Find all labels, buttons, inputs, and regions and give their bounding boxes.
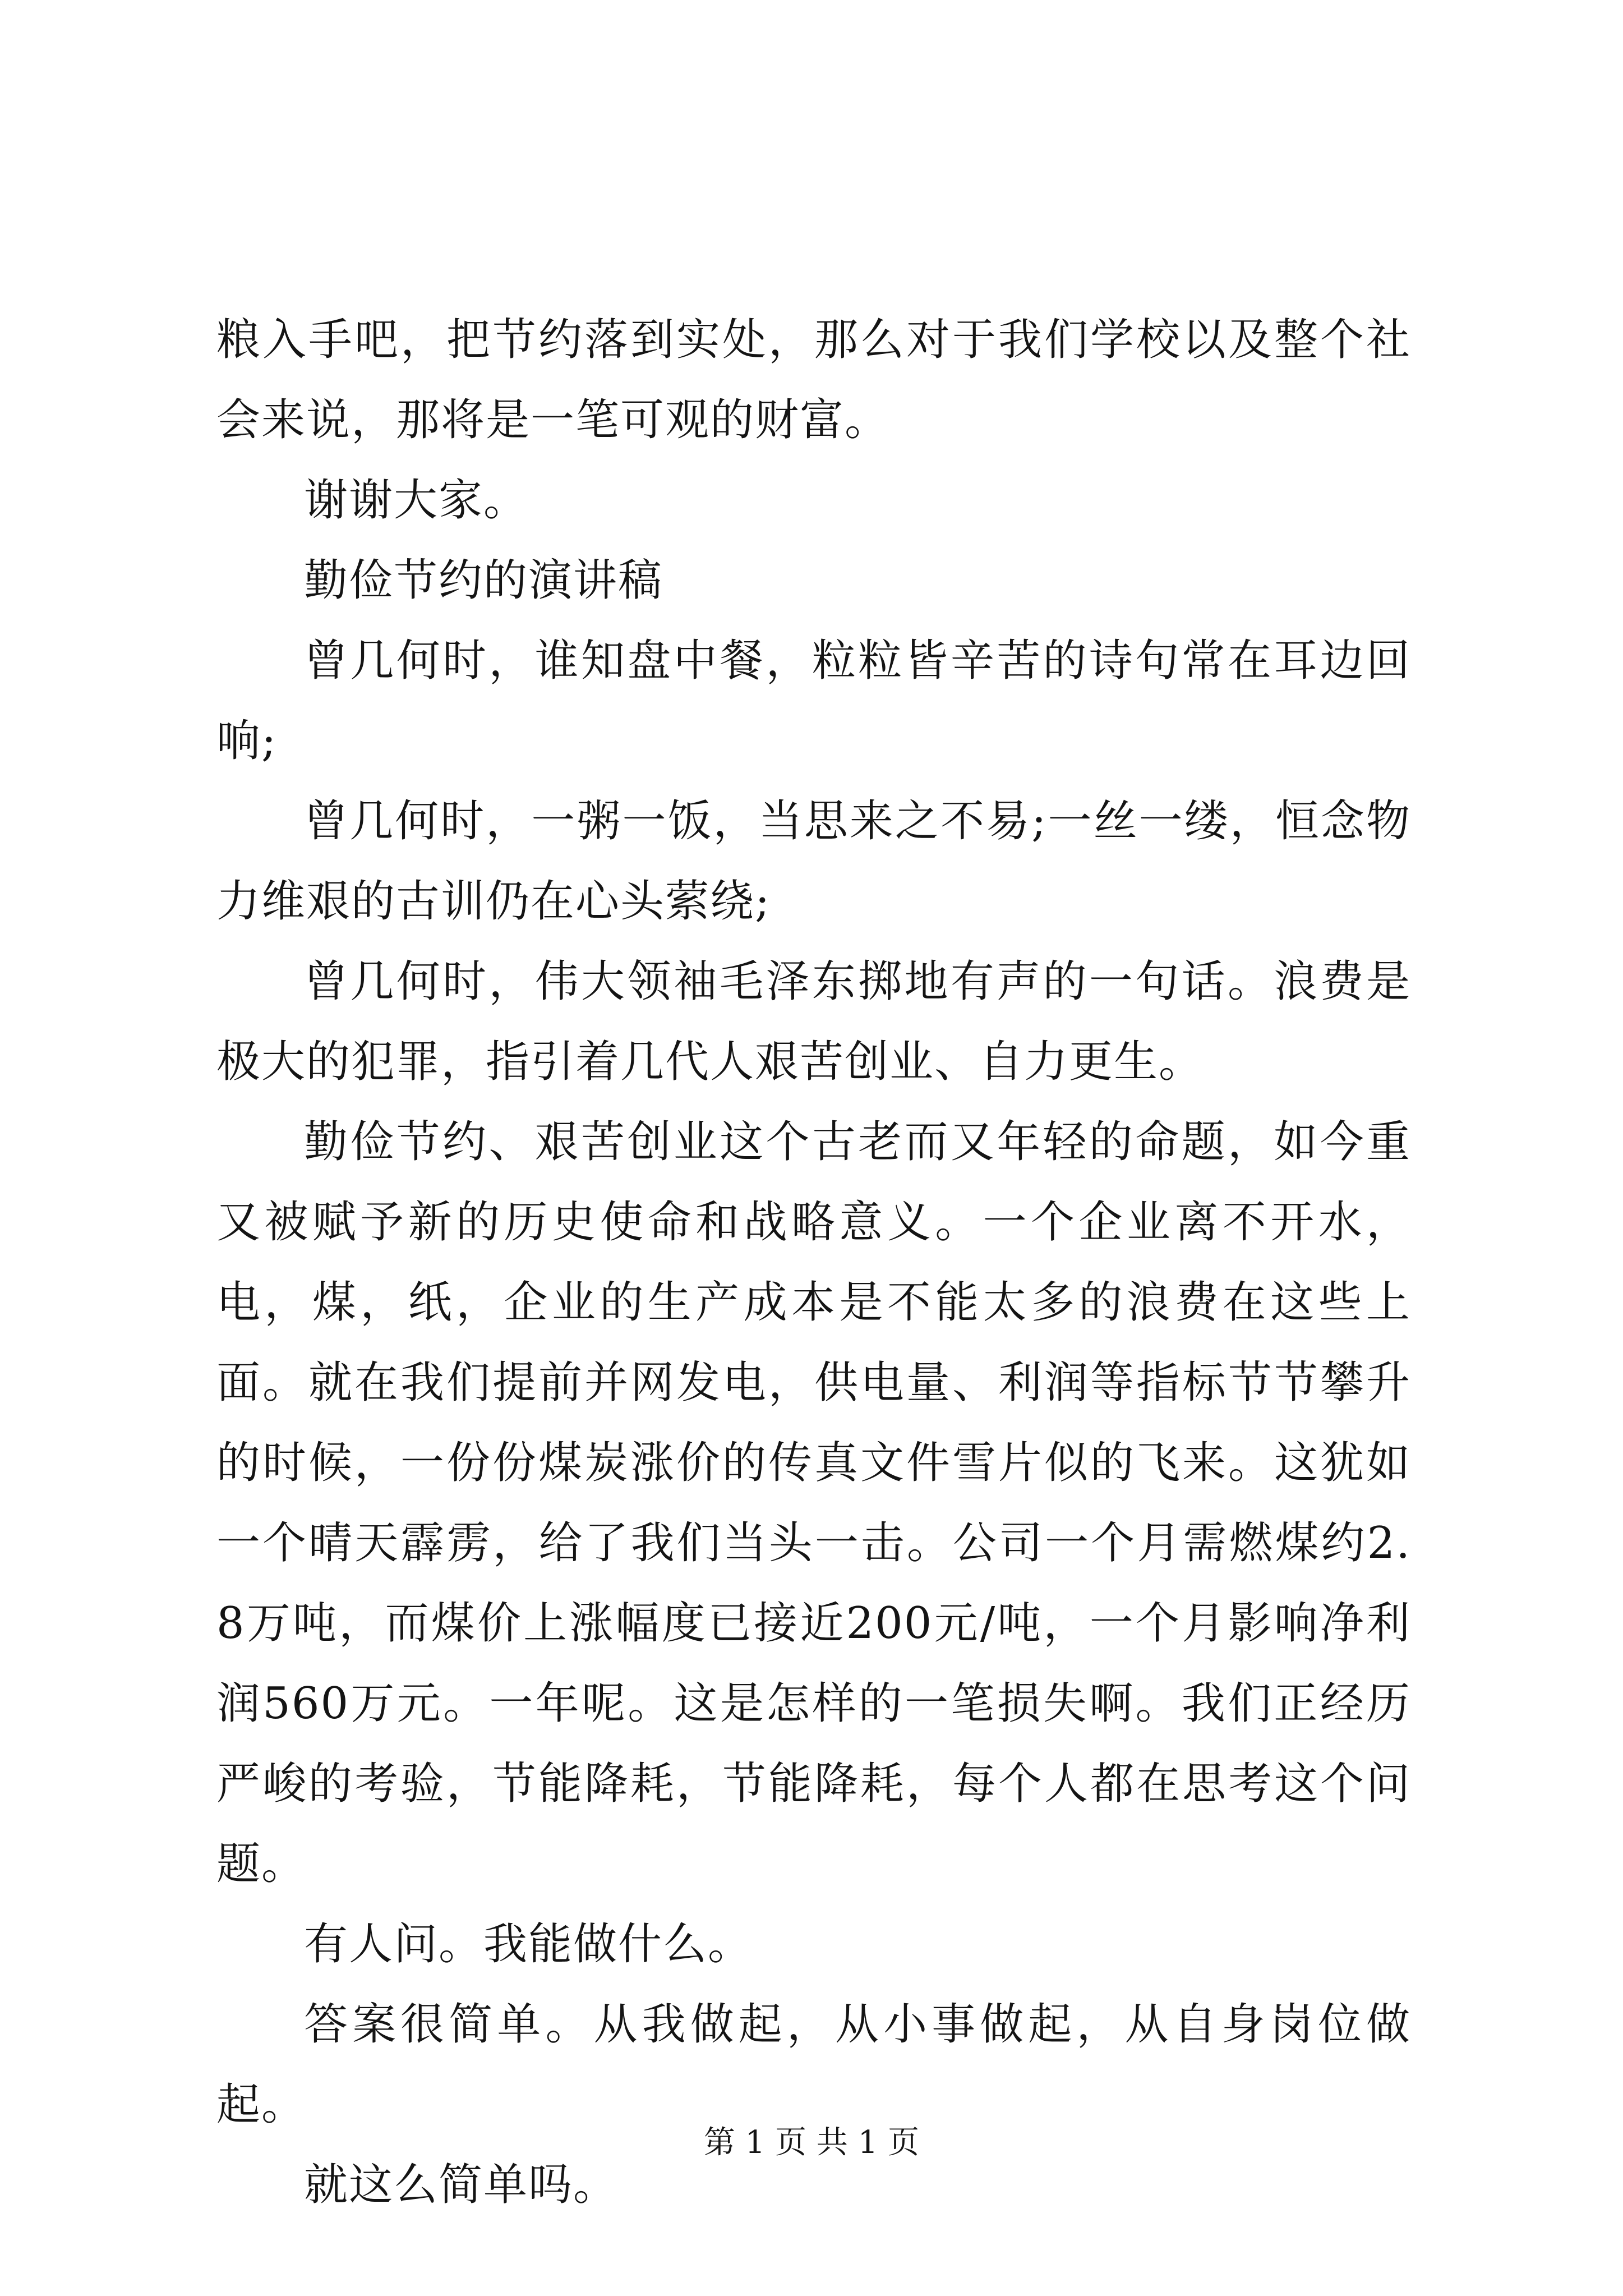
paragraph: 答案很简单。从我做起，从小事做起，从自身岗位做起。 [216,1999,1411,2130]
paragraph: 曾几何时，伟大领袖毛泽东掷地有声的一句话。浪费是极大的犯罪，指引着几代人艰苦创业、自力更生。 [216,956,1411,1087]
paragraph: 就这么简单吗。 [304,2160,619,2210]
paragraph-thanks: 谢谢大家。 [304,475,529,526]
paragraph: 有人问。我能做什么。 [304,1919,753,1970]
section-title: 勤俭节约的演讲稿 [304,555,663,606]
paragraph-continued: 粮入手吧，把节约落到实处，那么对于我们学校以及整个社会来说，那将是一笔可观的财富。 [216,315,1411,445]
paragraph: 勤俭节约、艰苦创业这个古老而又年轻的命题，如今重又被赋予新的历史使命和战略意义。一个企业离不开水，电，煤，纸，企业的生产成本是不能太多的浪费在这些上面。就在我们提前并网发电，供电量、利润等指标节节攀升的时候，一份份煤炭涨价的传真文件雪片似的飞来。这犹如一个晴天霹雳，给了我们当头一击。公司一个月需燃煤约2.8万吨，而煤价上涨幅度已接近200元/吨，一个月影响净利润560万元。一年呢。这是怎样的一笔损失啊。我们正经历严峻的考验，节能降耗，节能降耗，每个人都在思考这个问题。 [216,1117,1411,1889]
document-body [216,300,1411,2225]
paragraph: 曾几何时，谁知盘中餐，粒粒皆辛苦的诗句常在耳边回响; [216,636,1411,766]
paragraph: 曾几何时，一粥一饭，当思来之不易;一丝一缕，恒念物力维艰的古训仍在心头萦绕; [216,796,1411,927]
page-footer: 第 1 页 共 1 页 [703,2124,920,2161]
